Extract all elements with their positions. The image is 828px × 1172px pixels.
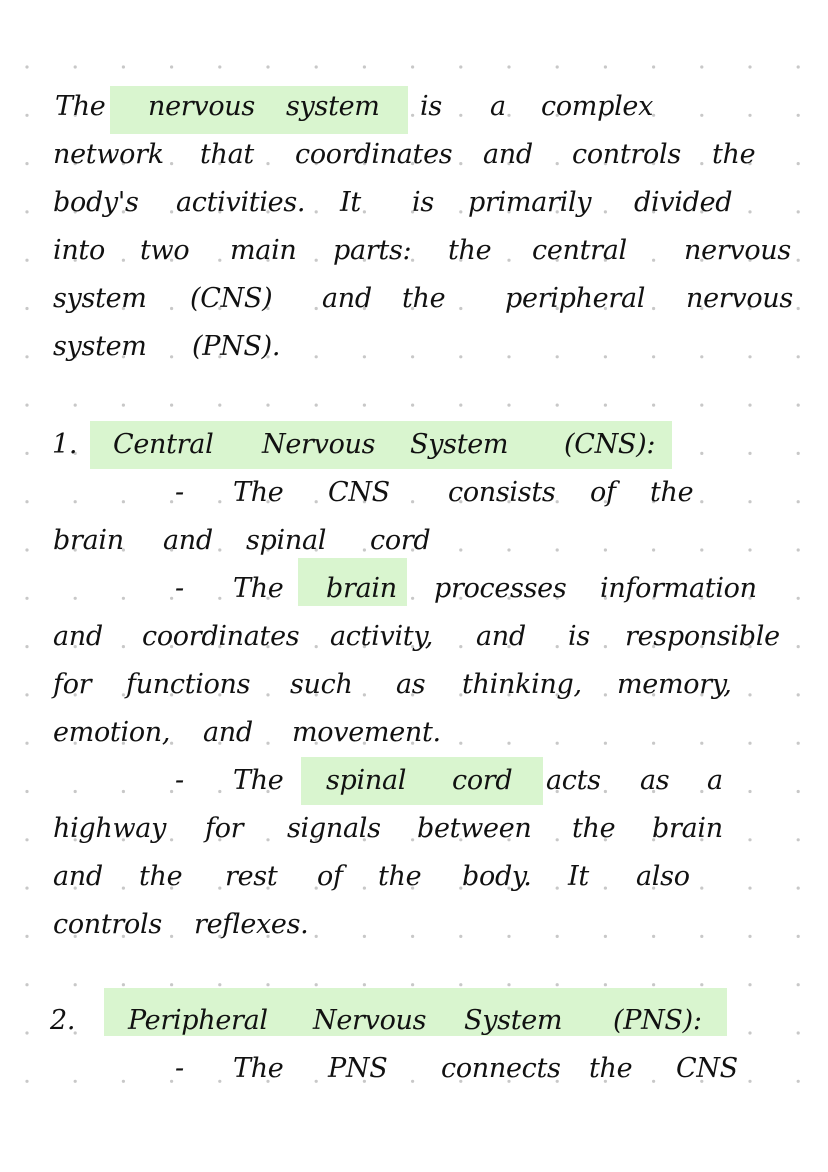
handwritten-word: reflexes.	[194, 909, 309, 940]
handwritten-word: functions	[126, 669, 251, 700]
handwritten-word: a	[490, 91, 506, 122]
handwritten-word: also	[636, 861, 690, 892]
text-line	[0, 704, 828, 752]
handwritten-word: processes	[434, 573, 567, 604]
handwritten-word: divided	[634, 187, 733, 218]
grid-dot	[74, 65, 77, 68]
handwritten-word: memory,	[617, 669, 732, 700]
text-line	[0, 608, 828, 656]
grid-dot	[652, 983, 655, 986]
handwritten-word: system	[53, 283, 147, 314]
grid-dot	[748, 65, 751, 68]
handwritten-word: nervous	[686, 283, 793, 314]
handwritten-word: -	[175, 765, 184, 796]
grid-dot	[266, 983, 269, 986]
handwritten-word: acts	[546, 765, 601, 796]
handwritten-word: signals	[287, 813, 381, 844]
grid-dot	[748, 404, 751, 407]
grid-dot	[25, 65, 28, 68]
handwritten-word: the	[712, 139, 756, 170]
grid-dot	[652, 65, 655, 68]
handwritten-word: The	[233, 477, 284, 508]
text-line	[0, 416, 828, 464]
handwritten-word: System	[410, 429, 509, 460]
handwritten-word: PNS	[328, 1053, 388, 1084]
handwritten-word: two	[140, 235, 190, 266]
text-line	[0, 270, 828, 318]
text-line	[0, 78, 828, 126]
handwritten-word: coordinates	[295, 139, 453, 170]
handwritten-word: nervous	[148, 91, 255, 122]
text-line	[0, 318, 828, 366]
grid-dot	[459, 983, 462, 986]
handwritten-word: 1.	[52, 429, 78, 460]
handwritten-word: central	[532, 235, 627, 266]
text-line	[0, 800, 828, 848]
grid-dot	[700, 983, 703, 986]
grid-dot	[604, 404, 607, 407]
text-line	[0, 896, 828, 944]
text-line	[0, 848, 828, 896]
handwritten-word: Nervous	[262, 429, 376, 460]
handwritten-word: rest	[225, 861, 278, 892]
handwritten-word: controls	[53, 909, 162, 940]
text-line	[0, 174, 828, 222]
grid-dot	[170, 65, 173, 68]
handwritten-word: the	[402, 283, 446, 314]
text-line	[0, 1040, 828, 1088]
handwritten-word: activity,	[330, 621, 433, 652]
handwritten-word: responsible	[625, 621, 780, 652]
handwritten-word: It	[340, 187, 361, 218]
grid-dot	[459, 65, 462, 68]
handwritten-word: cord	[452, 765, 513, 796]
handwritten-word: Central	[113, 429, 214, 460]
handwritten-word: spinal	[326, 765, 407, 796]
text-line	[0, 560, 828, 608]
handwritten-word: of	[590, 477, 616, 508]
grid-dot	[363, 65, 366, 68]
grid-dot	[25, 404, 28, 407]
handwritten-word: -	[175, 573, 184, 604]
grid-dot	[556, 983, 559, 986]
handwritten-word: between	[417, 813, 532, 844]
handwritten-word: parts:	[333, 235, 412, 266]
text-line	[0, 512, 828, 560]
handwritten-word: Nervous	[313, 1005, 427, 1036]
handwritten-word: It	[568, 861, 589, 892]
handwritten-word: as	[640, 765, 670, 796]
handwritten-word: Peripheral	[128, 1005, 268, 1036]
handwritten-word: and	[53, 621, 103, 652]
text-line	[0, 464, 828, 512]
handwritten-word: (PNS).	[192, 331, 281, 362]
handwritten-word: (CNS):	[564, 429, 656, 460]
handwritten-word: and	[53, 861, 103, 892]
handwritten-word: network	[53, 139, 164, 170]
grid-dot	[218, 65, 221, 68]
grid-dot	[652, 404, 655, 407]
handwritten-word: such	[290, 669, 353, 700]
grid-dot	[74, 983, 77, 986]
handwritten-word: system	[53, 331, 147, 362]
handwritten-word: is	[412, 187, 434, 218]
handwritten-word: movement.	[292, 717, 441, 748]
handwritten-word: the	[589, 1053, 633, 1084]
handwritten-word: for	[53, 669, 92, 700]
handwritten-word: thinking,	[462, 669, 582, 700]
handwritten-word: main	[230, 235, 297, 266]
grid-dot	[459, 404, 462, 407]
handwritten-word: body.	[462, 861, 532, 892]
handwritten-word: primarily	[468, 187, 592, 218]
handwritten-word: CNS	[676, 1053, 738, 1084]
grid-dot	[74, 404, 77, 407]
text-line	[0, 126, 828, 174]
grid-dot	[797, 65, 800, 68]
handwritten-word: for	[205, 813, 244, 844]
handwritten-word: the	[650, 477, 694, 508]
handwritten-word: (CNS)	[190, 283, 273, 314]
grid-dot	[604, 983, 607, 986]
grid-dot	[700, 404, 703, 407]
handwritten-word: the	[139, 861, 183, 892]
grid-dot	[604, 65, 607, 68]
grid-dot	[507, 404, 510, 407]
handwritten-word: system	[286, 91, 380, 122]
handwritten-word: activities.	[176, 187, 306, 218]
grid-dot	[700, 65, 703, 68]
handwritten-word: System	[464, 1005, 563, 1036]
grid-dot	[25, 983, 28, 986]
grid-dot	[122, 404, 125, 407]
handwritten-word: into	[53, 235, 105, 266]
text-line	[0, 992, 828, 1040]
grid-dot	[122, 65, 125, 68]
grid-dot	[218, 404, 221, 407]
text-line	[0, 222, 828, 270]
handwritten-word: and	[322, 283, 372, 314]
handwritten-word: body's	[53, 187, 139, 218]
grid-dot	[556, 65, 559, 68]
handwritten-word: consists	[448, 477, 556, 508]
grid-dot	[748, 983, 751, 986]
grid-dot	[315, 404, 318, 407]
grid-dot	[122, 983, 125, 986]
handwritten-word: is	[420, 91, 442, 122]
handwritten-word: brain	[53, 525, 124, 556]
grid-dot	[556, 404, 559, 407]
grid-dot	[411, 404, 414, 407]
handwritten-word: information	[600, 573, 757, 604]
handwritten-word: (PNS):	[613, 1005, 702, 1036]
grid-dot	[797, 404, 800, 407]
handwritten-word: -	[175, 1053, 184, 1084]
handwritten-word: the	[448, 235, 492, 266]
handwritten-word: that	[200, 139, 254, 170]
text-line	[0, 656, 828, 704]
grid-dot	[797, 983, 800, 986]
handwritten-word: nervous	[684, 235, 791, 266]
grid-dot	[363, 404, 366, 407]
grid-dot	[170, 404, 173, 407]
handwritten-word: -	[175, 477, 184, 508]
handwritten-word: complex	[541, 91, 654, 122]
handwritten-word: connects	[441, 1053, 561, 1084]
handwritten-word: 2.	[50, 1005, 76, 1036]
handwritten-word: The	[233, 765, 284, 796]
grid-dot	[315, 983, 318, 986]
handwritten-word: controls	[572, 139, 681, 170]
grid-dot	[315, 65, 318, 68]
handwritten-word: spinal	[246, 525, 327, 556]
handwritten-word: is	[568, 621, 590, 652]
handwritten-word: and	[203, 717, 253, 748]
grid-dot	[266, 404, 269, 407]
grid-dot	[218, 983, 221, 986]
handwritten-word: The	[55, 91, 106, 122]
handwritten-word: coordinates	[142, 621, 300, 652]
handwritten-word: emotion,	[53, 717, 171, 748]
grid-dot	[507, 983, 510, 986]
grid-dot	[411, 983, 414, 986]
handwritten-word: CNS	[328, 477, 390, 508]
handwritten-word: the	[378, 861, 422, 892]
handwritten-word: brain	[326, 573, 397, 604]
grid-dot	[170, 983, 173, 986]
handwritten-word: cord	[370, 525, 431, 556]
grid-dot	[411, 65, 414, 68]
handwritten-word: of	[317, 861, 343, 892]
grid-dot	[266, 65, 269, 68]
grid-dot	[507, 65, 510, 68]
text-line	[0, 752, 828, 800]
handwritten-word: brain	[652, 813, 723, 844]
handwritten-word: as	[396, 669, 426, 700]
handwritten-word: The	[233, 573, 284, 604]
handwritten-word: and	[163, 525, 213, 556]
handwritten-word: and	[476, 621, 526, 652]
handwritten-word: The	[233, 1053, 284, 1084]
handwritten-word: highway	[53, 813, 167, 844]
handwritten-word: a	[707, 765, 723, 796]
handwritten-word: peripheral	[505, 283, 646, 314]
grid-dot	[363, 983, 366, 986]
handwritten-word: and	[483, 139, 533, 170]
handwritten-word: the	[572, 813, 616, 844]
